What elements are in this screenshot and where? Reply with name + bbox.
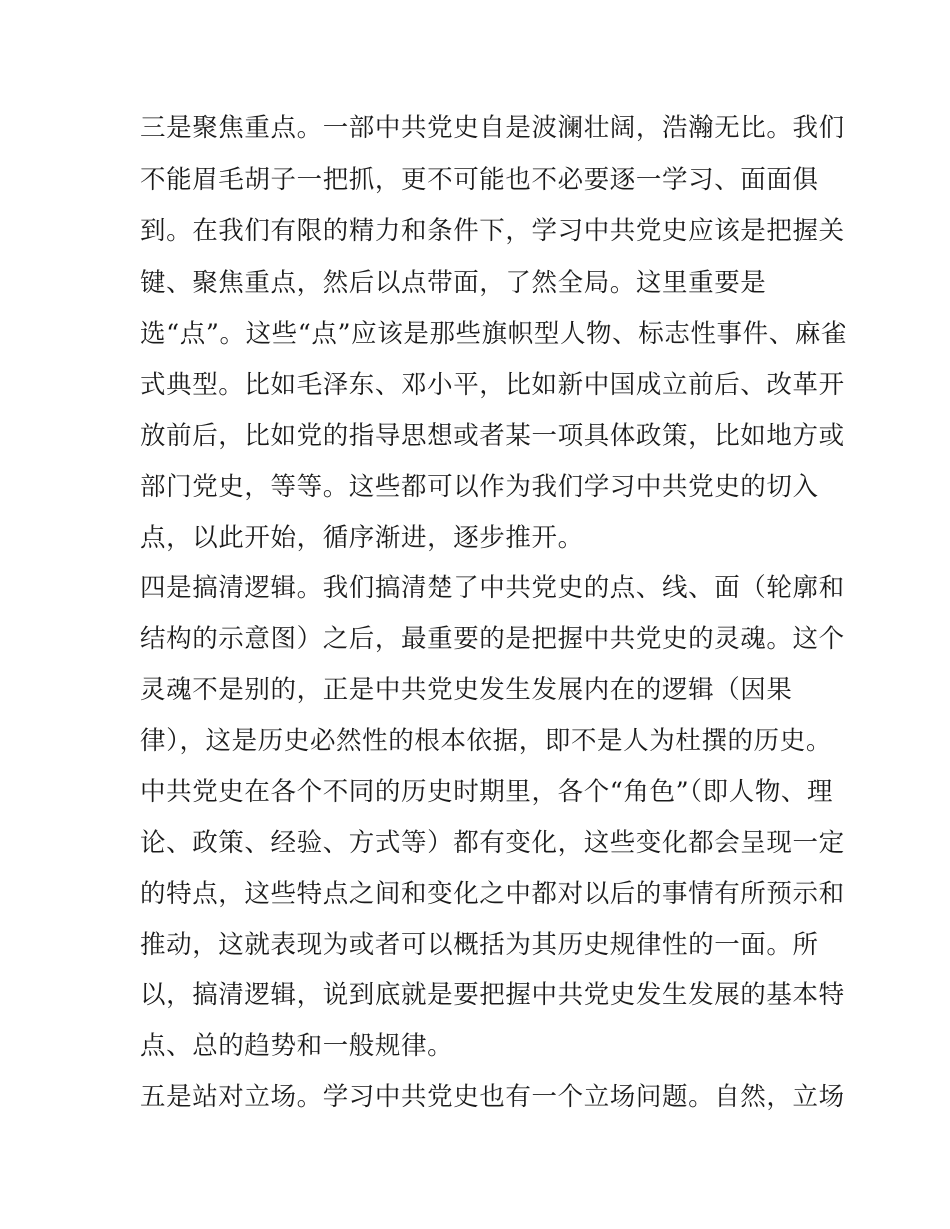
text-line: 到。在我们有限的精力和条件下，学习中共党史应该是把握关 [140,216,845,246]
text-line: 四是搞清逻辑。我们搞清楚了中共党史的点、线、面（轮廓和 [140,573,845,603]
text-line: 部门党史，等等。这些都可以作为我们学习中共党史的切入 [140,472,819,502]
text-line: 选“点”。这些“点”应该是那些旗帜型人物、标志性事件、麻雀 [140,319,848,349]
text-line: 论、政策、经验、方式等）都有变化，这些变化都会呈现一定 [140,828,845,858]
text-line: 律），这是历史必然性的根本依据，即不是人为杜撰的历史。 [140,726,832,756]
text-line: 不能眉毛胡子一把抓，更不可能也不必要逐一学习、面面俱 [140,165,819,195]
text-line: 点、总的趋势和一般规律。 [140,1031,454,1061]
text-line: 键、聚焦重点，然后以点带面，了然全局。这里重要是 [140,268,767,298]
text-line: 推动，这就表现为或者可以概括为其历史规律性的一面。所 [140,930,819,960]
text-line: 点，以此开始，循序渐进，逐步推开。 [140,523,584,553]
text-line: 三是聚焦重点。一部中共党史自是波澜壮阔，浩瀚无比。我们 [140,113,845,143]
text-line: 的特点，这些特点之间和变化之中都对以后的事情有所预示和 [140,879,845,909]
text-line: 放前后，比如党的指导思想或者某一项具体政策，比如地方或 [140,421,845,451]
text-line: 五是站对立场。学习中共党史也有一个立场问题。自然，立场 [140,1082,845,1112]
text-line: 中共党史在各个不同的历史时期里，各个“角色”（即人物、理 [140,777,834,807]
text-line: 灵魂不是别的，正是中共党史发生发展内在的逻辑（因果 [140,675,793,705]
text-line: 以，搞清逻辑，说到底就是要把握中共党史发生发展的基本特 [140,980,845,1010]
text-line: 式典型。比如毛泽东、邓小平，比如新中国成立前后、改革开 [140,370,845,400]
text-line: 结构的示意图）之后，最重要的是把握中共党史的灵魂。这个 [140,624,845,654]
